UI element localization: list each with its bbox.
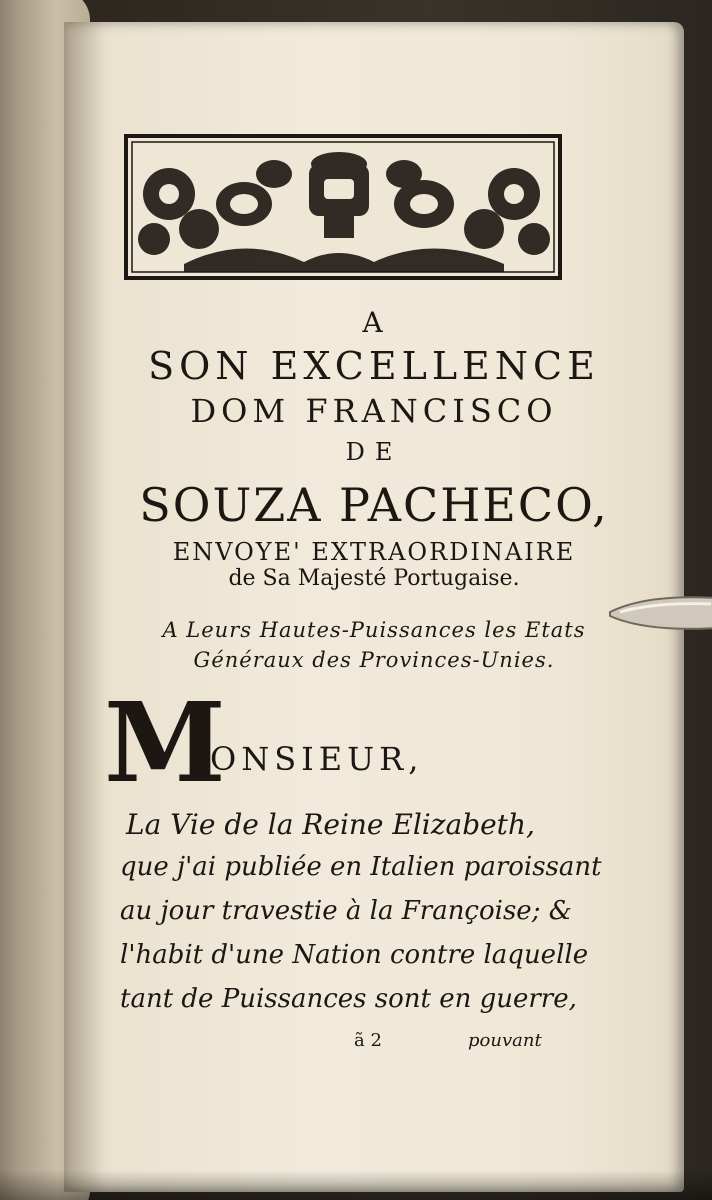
ornamental-headpiece: [124, 134, 562, 280]
signature-mark: ã 2: [354, 1030, 382, 1051]
title-souza-pacheco: SOUZA PACHECO,: [139, 478, 609, 532]
title-envoye: ENVOYE' EXTRAORDINAIRE: [172, 538, 576, 566]
dedication-line-2: Généraux des Provinces-Unies.: [193, 648, 555, 672]
title-a: A: [362, 306, 386, 339]
body-line: tant de Puissances sont en guerre,: [120, 984, 577, 1014]
title-son-excellence: SON EXCELLENCE: [148, 344, 600, 388]
body-line: l'habit d'une Nation contre laquelle: [120, 940, 589, 970]
body-line: au jour travestie à la Françoise; &: [120, 896, 572, 926]
salutation: ONSIEUR,: [210, 740, 424, 778]
dedication-line-1: A Leurs Hautes-Puissances les Etats: [162, 618, 586, 642]
body-line: La Vie de la Reine Elizabeth,: [126, 808, 535, 841]
catchword: pouvant: [468, 1030, 542, 1051]
title-dom-francisco: DOM FRANCISCO: [190, 392, 558, 430]
page-clip-icon: [606, 588, 712, 638]
bottom-shadow: [0, 1170, 712, 1200]
page-gutter-shadow: [64, 22, 104, 1192]
drop-cap: M: [104, 678, 226, 807]
body-line: que j'ai publiée en Italien paroissant: [120, 852, 602, 882]
title-de: DE: [345, 438, 403, 466]
title-majeste: de Sa Majesté Portugaise.: [228, 566, 520, 591]
